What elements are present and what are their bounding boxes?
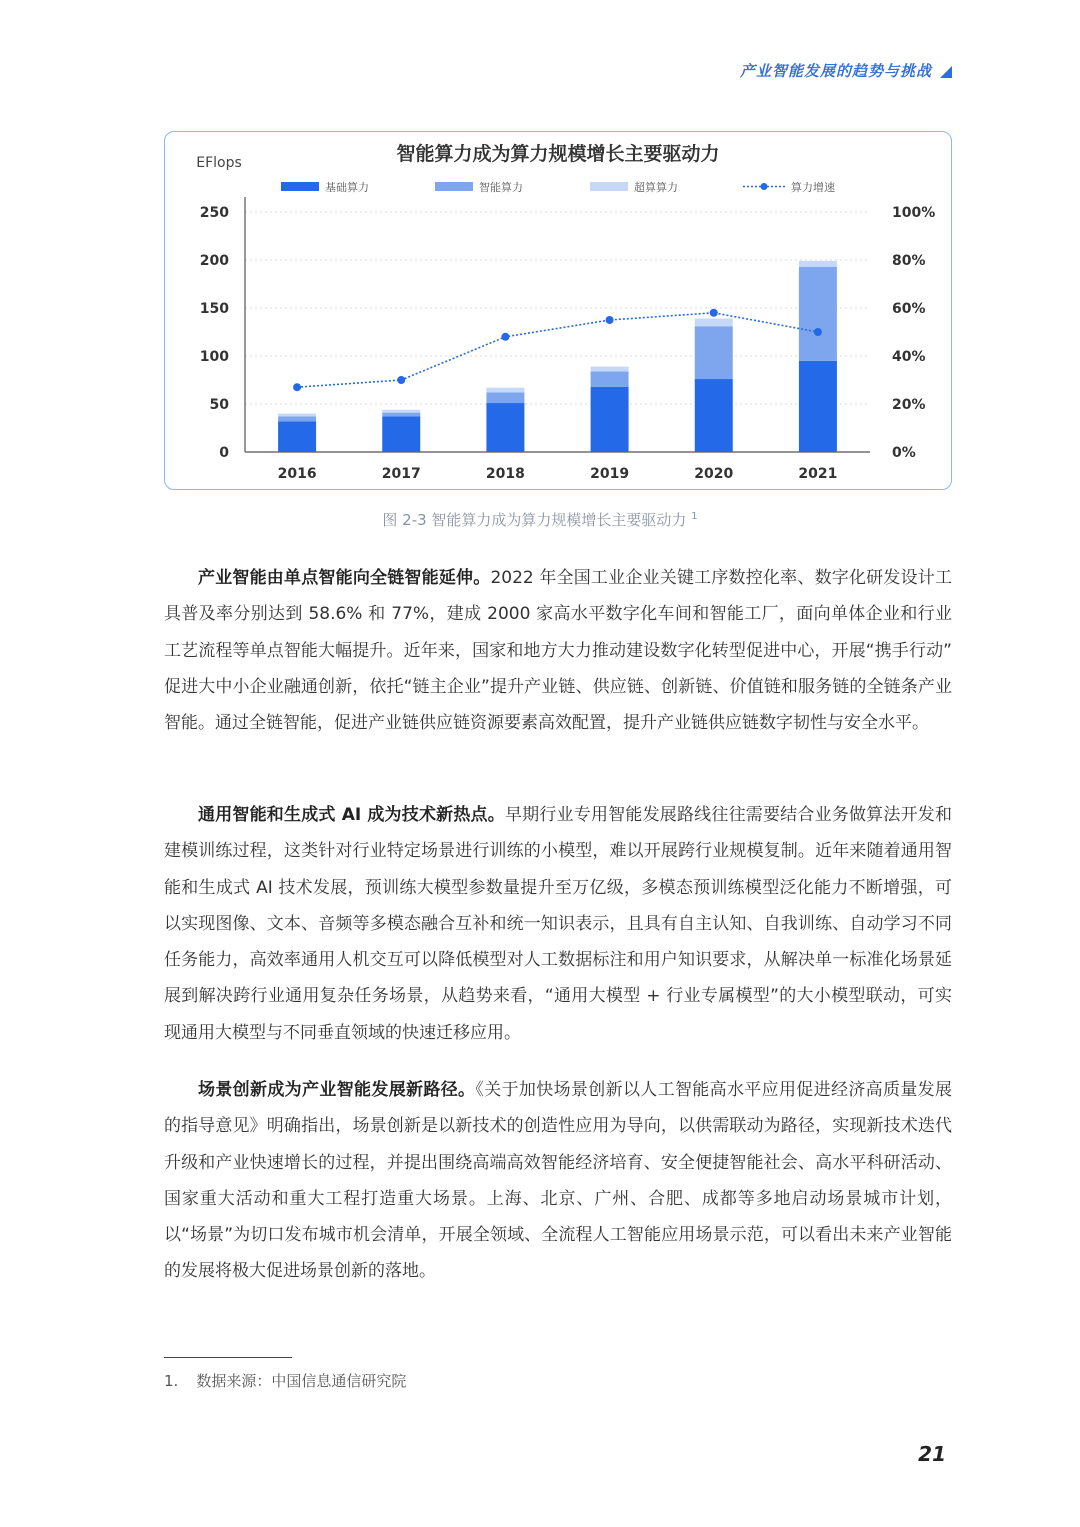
running-header xyxy=(740,60,952,81)
y2-tick-label: 20% xyxy=(892,397,926,413)
chart-container xyxy=(164,131,952,490)
bar-intelligent-2019 xyxy=(591,371,629,386)
growth-point-2018 xyxy=(501,333,509,341)
footnote-number: 1. xyxy=(164,1372,179,1390)
bar-intelligent-2020 xyxy=(695,326,733,379)
header-triangle-icon xyxy=(940,66,952,78)
x-tick-label: 2018 xyxy=(485,466,525,482)
running-header-title: 产业智能发展的趋势与挑战 xyxy=(739,62,932,80)
y-axis-label: EFlops xyxy=(196,155,242,171)
paragraph-3-text: 《关于加快场景创新以人工智能高水平应用促进经济高质量发展的指导意见》明确指出，场景创新是以新技术的创造性应用为导向，以供需联动为路径，实现新技术迭代升级和产业快速增长的过程，并提出围绕高端高效智能经济培育、安全便捷智能社会、高水平科研活动、国家重大活动和重大工程打造重大场景。上海、北京、广州、合肥、成都等多地启动场景城市计划，以“场景”为切口发布城市机会清单，开展全领域、全流程人工智能应用场景示范，可以看出未来产业智能的发展将极大促进场景创新的落地。 xyxy=(164,1080,953,1282)
paragraph-1-text: 2022 年全国工业企业关键工序数控化率、数字化研发设计工具普及率分别达到 58.6% 和 77%，建成 2000 家高水平数字化车间和智能工厂，面向单体企业和行业工艺流程等单点智能大幅提升。近年来，国家和地方大力推动建设数字化转型促进中心，开展“携手行动” 促进大中小企业融通创新，依托“链主企业”提升产业链、供应链、创新链、价值链和服务链的全链条产业智能。通过全链智能，促进产业链供应链资源要素高效配置，提升产业链供应链数字韧性与安全水平。 xyxy=(164,568,952,734)
y2-tick-label: 80% xyxy=(892,253,926,269)
legend-line-marker xyxy=(761,183,768,190)
x-tick-label: 2017 xyxy=(381,466,421,482)
bar-super-2017 xyxy=(382,410,420,413)
y-tick-label: 0 xyxy=(219,445,229,461)
bar-basic-2021 xyxy=(799,361,837,452)
growth-point-2016 xyxy=(293,383,301,391)
bar-super-2019 xyxy=(591,367,629,372)
paragraph-2-lead: 通用智能和生成式 AI 成为技术新热点。 xyxy=(198,805,505,825)
y-tick-label: 100 xyxy=(199,349,229,365)
bar-basic-2019 xyxy=(591,387,629,452)
paragraph-1 xyxy=(164,560,952,741)
growth-point-2021 xyxy=(814,328,822,336)
chart-svg xyxy=(165,132,951,489)
paragraph-3 xyxy=(164,1072,952,1290)
paragraph-1-lead: 产业智能由单点智能向全链智能延伸。 xyxy=(198,568,491,588)
bar-intelligent-2021 xyxy=(799,267,837,361)
bar-super-2018 xyxy=(486,388,524,393)
growth-point-2019 xyxy=(606,316,614,324)
bar-basic-2020 xyxy=(695,379,733,452)
legend-label: 智能算力 xyxy=(479,181,523,194)
caption-text: 图 2-3 智能算力成为算力规模增长主要驱动力 xyxy=(382,511,687,529)
y-tick-label: 50 xyxy=(209,397,229,413)
bar-intelligent-2016 xyxy=(278,416,316,421)
y2-tick-label: 40% xyxy=(892,349,926,365)
legend-label: 超算算力 xyxy=(634,181,678,194)
bar-super-2021 xyxy=(799,261,837,267)
bar-intelligent-2017 xyxy=(382,413,420,417)
x-tick-label: 2019 xyxy=(590,466,630,482)
x-tick-label: 2020 xyxy=(694,466,734,482)
y-tick-label: 200 xyxy=(199,253,229,269)
y-tick-label: 250 xyxy=(199,205,229,221)
legend-label: 基础算力 xyxy=(325,181,369,194)
caption-ref: 1 xyxy=(691,511,698,522)
page-number: 21 xyxy=(918,1442,946,1466)
legend-swatch xyxy=(281,182,319,191)
paragraph-2-text: 早期行业专用智能发展路线往往需要结合业务做算法开发和建模训练过程，这类针对行业特定场景进行训练的小模型，难以开展跨行业规模复制。近年来随着通用智能和生成式 AI 技术发展，预训练大模型参数量提升至万亿级，多模态预训练模型泛化能力不断增强，可以实现图像、文本、音频等多模态融合互补和统一知识表示，且具有自主认知、自我训练、自动学习不同任务能力，高效率通用人机交互可以降低模型对人工数据标注和用户知识要求，从解决单一标准化场景延展到解决跨行业通用复杂任务场景，从趋势来看，“通用大模型 + 行业专属模型”的大小模型联动，可实现通用大模型与不同垂直领域的快速迁移应用。 xyxy=(164,805,952,1043)
paragraph-2 xyxy=(164,797,952,1051)
growth-point-2017 xyxy=(397,376,405,384)
bar-intelligent-2018 xyxy=(486,392,524,403)
chart-title: 智能算力成为算力规模增长主要驱动力 xyxy=(396,143,720,165)
bar-super-2016 xyxy=(278,414,316,417)
legend-swatch xyxy=(590,182,628,191)
x-tick-label: 2016 xyxy=(277,466,317,482)
growth-line xyxy=(297,313,818,387)
y2-tick-label: 100% xyxy=(892,205,936,221)
paragraph-3-lead: 场景创新成为产业智能发展新路径。 xyxy=(198,1080,476,1100)
bar-basic-2018 xyxy=(486,403,524,452)
y2-tick-label: 0% xyxy=(892,445,916,461)
footnote xyxy=(164,1370,406,1391)
growth-point-2020 xyxy=(710,309,718,317)
y-tick-label: 150 xyxy=(199,301,229,317)
y2-tick-label: 60% xyxy=(892,301,926,317)
bar-basic-2016 xyxy=(278,421,316,452)
legend-swatch xyxy=(435,182,473,191)
x-tick-label: 2021 xyxy=(798,466,838,482)
footnote-divider xyxy=(164,1357,292,1358)
bar-basic-2017 xyxy=(382,416,420,452)
footnote-text: 数据来源：中国信息通信研究院 xyxy=(196,1372,407,1390)
figure-caption xyxy=(0,509,1080,530)
bar-super-2020 xyxy=(695,319,733,327)
legend-label: 算力增速 xyxy=(791,181,835,194)
